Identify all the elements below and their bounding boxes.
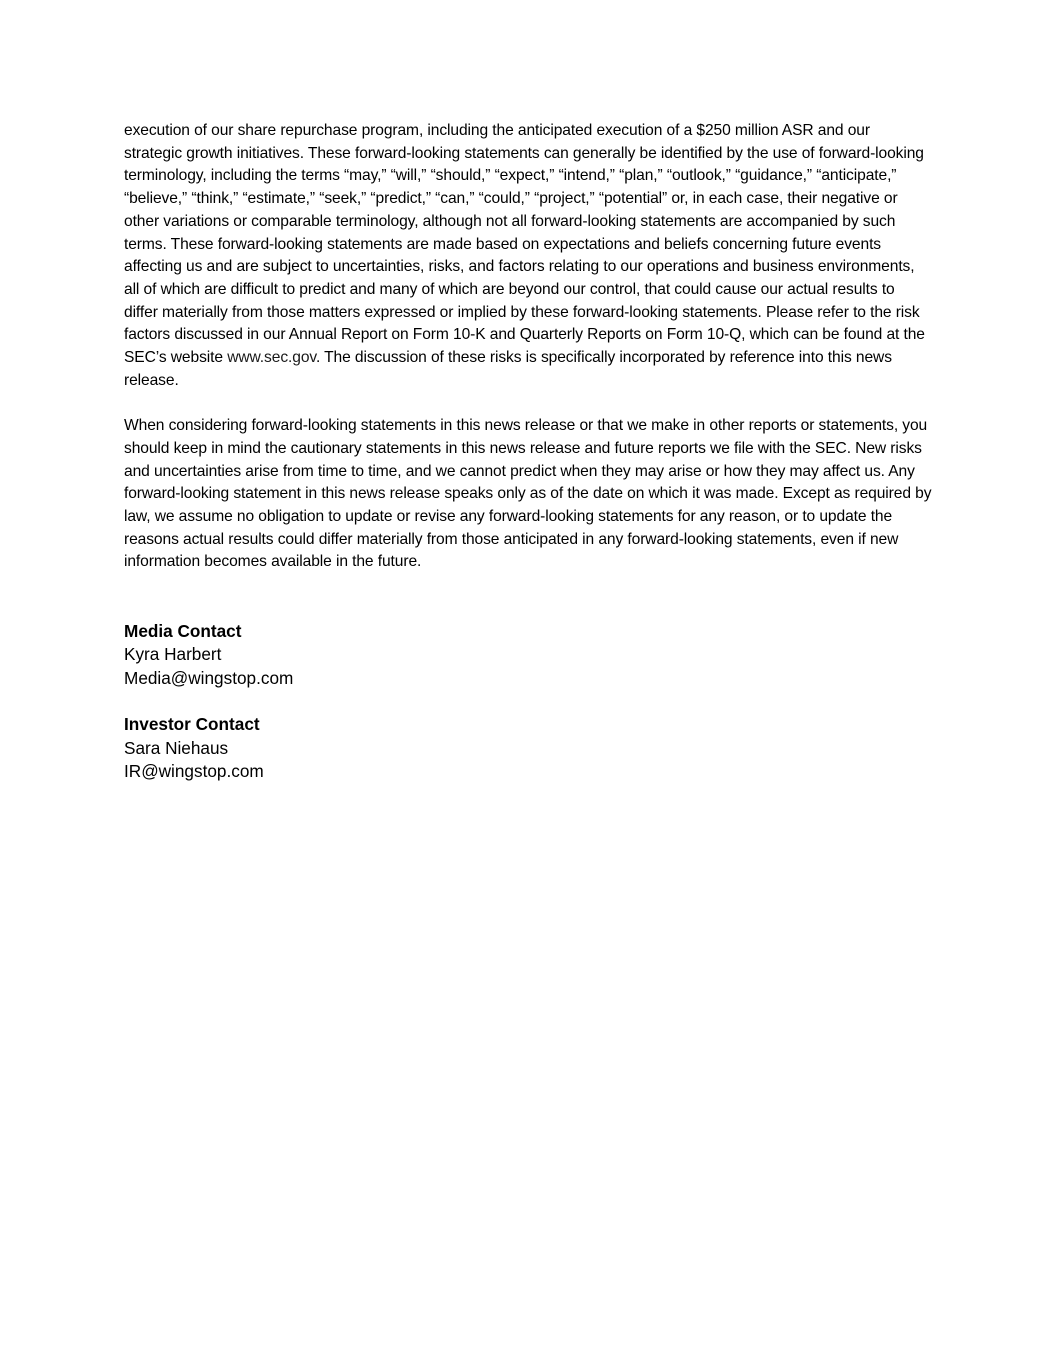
contacts-section — [124, 620, 932, 783]
forward-looking-paragraph — [124, 120, 932, 392]
media-contact-name: Kyra Harbert — [124, 644, 222, 665]
investor-contact-name: Sara Niehaus — [124, 737, 229, 758]
investor-contact-heading: Investor Contact — [124, 714, 260, 735]
investor-contact — [124, 713, 932, 783]
cautionary-paragraph: When considering forward-looking statements in this news release or that we make in other reports or statements, you should keep in mind the cautionary statements in this news release and future reports we file with the SEC. New risks and uncertainties arise from time to time, and we cannot predict when they may arise or how they may affect us. Any forward-looking statement in this news release speaks only as of the date on which it was made. Except as required by law, we assume no obligation to update or revise any forward-looking statements for any reason, or to update the reasons actual results could differ materially from those anticipated in any forward-looking statements, even if new information becomes available in the future. — [124, 417, 932, 571]
sec-website-link[interactable]: www.sec.gov — [227, 349, 316, 367]
paragraph-text-after-link: . The discussion of these risks is specifically incorporated by reference into this news release. — [124, 349, 892, 389]
media-contact-heading: Media Contact — [124, 621, 242, 642]
paragraph-text-before-link: execution of our share repurchase program, including the anticipated execution of a $250 million ASR and our strategic growth initiatives. These forward-looking statements can generally be identified by the use of forward-looking terminology, including the terms “may,” “will,” “should,” “expect,” “intend,” “plan,” “outlook,” “guidance,” “anticipate,” “believe,” “think,” “estimate,” “seek,” “predict,” “can,” “could,” “project,” “potential” or, in each case, their negative or other variations or comparable terminology, although not all forward-looking statements are accompanied by such terms. These forward-looking statements are made based on expectations and beliefs concerning future events affecting us and are subject to uncertainties, risks, and factors relating to our operations and business environments, all of which are difficult to predict and many of which are beyond our control, that could cause our actual results to differ materially from those matters expressed or implied by these forward-looking statements. Please refer to the risk factors discussed in our Annual Report on Form 10-K and Quarterly Reports on Form 10-Q, which can be found at the SEC’s website — [124, 122, 925, 367]
investor-contact-email[interactable]: IR@wingstop.com — [124, 760, 264, 781]
media-contact — [124, 620, 932, 690]
document-page — [124, 120, 932, 783]
media-contact-email[interactable]: Media@wingstop.com — [124, 667, 294, 688]
